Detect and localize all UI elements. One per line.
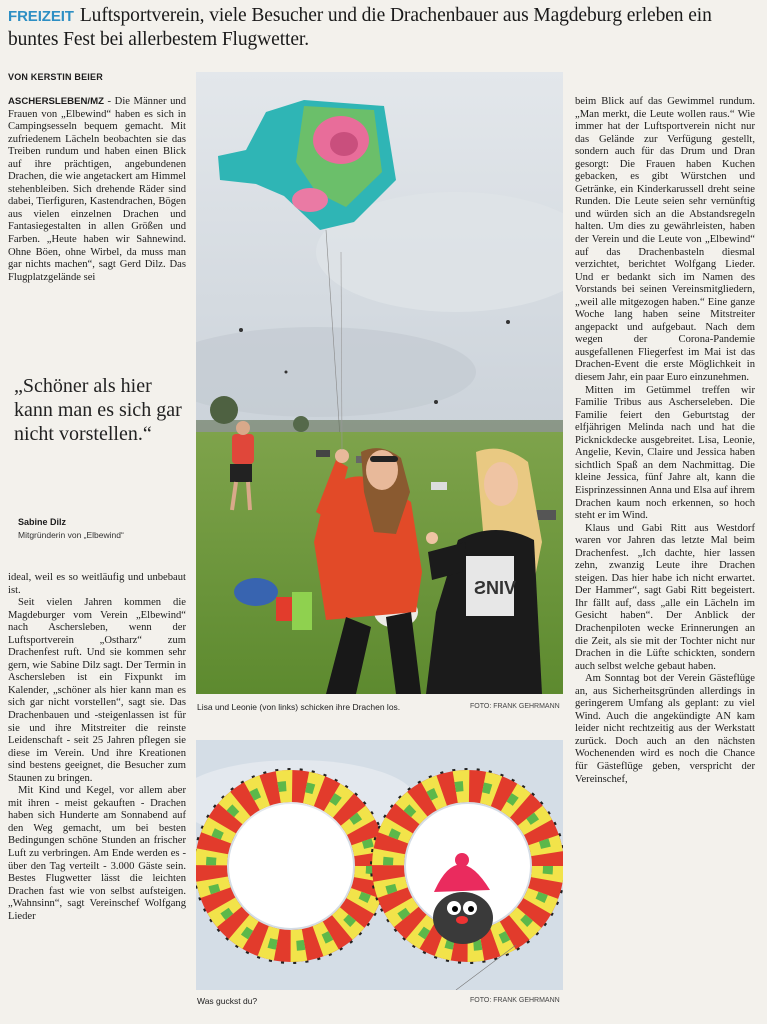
- paragraph-intro: [8, 96, 186, 284]
- quote-author-role: Mitgründerin von „Elbewind“: [18, 530, 124, 540]
- photo-kite-flyers-illustration: [196, 72, 563, 694]
- column-1-bottom: [8, 572, 186, 923]
- dateline: ASCHERSLEBEN/MZ: [8, 96, 104, 107]
- headline-text: Luftsportverein, viele Besucher und die Drachenbauer aus Magdeburg erleben ein buntes Fest bei allerbestem Flugwetter.: [8, 5, 712, 50]
- photo2-credit: FOTO: FRANK GEHRMANN: [470, 997, 560, 1004]
- photo1-credit: FOTO: FRANK GEHRMANN: [470, 703, 560, 710]
- paragraph: Mitten im Getümmel treffen wir Familie Tribus aus Ascherseleben. Die Familie feiert den Geburtstag der elfjährigen Melinda nach und hat die Picknickdecke ausgebreitet. Lisa, Leonie, Angelie, Kevin, Claire und Jessica haben sichtlich Spaß an dem Nachmittag. Die kleine Jessica, fünf Jahre alt, kann die Eisprinzessinnen Anna und Elsa auf ihrem Drachen kaum noch erkennen, so hoch steht er im Wind.: [575, 384, 755, 522]
- photo-wheel-kites-illustration: [196, 740, 563, 990]
- kicker: FREIZEIT: [8, 8, 74, 25]
- headline: [8, 4, 760, 51]
- photo-kite-flyers: [196, 72, 563, 694]
- paragraph: Seit vielen Jahren kommen die Magdeburger vom Verein „Elbewind“ nach Aschersleben, wenn der Luftsportverein „Ostharz“ zum Drachenfest ruft. Und sie kommen sehr gern, wie Sabine Dilz sagt. Der Termin in Aschersleben ist ein Fixpunkt im Kalender, „schöner als hier kann man es sich gar nicht vorstellen“, sagt sie. Das Drachenbauen und -steigenlassen ist für sie und ihre Mitstreiter die reinste Leidenschaft - seit 25 Jahren pflegen sie diese im Verein. Und ihre Kreationen sind bestens geeignet, die Besucher zum Staunen zu bringen.: [8, 597, 186, 784]
- author-byline: VON KERSTIN BEIER: [8, 72, 103, 82]
- photo2-caption: Was guckst du?: [197, 996, 258, 1006]
- paragraph: Mit Kind und Kegel, vor allem aber mit ihren - meist gekauften - Drachen haben sich Hunderte am Sonnabend auf den Weg gemacht, um bei besten Bedingungen schöne Stunden an frischer Luft zu verbringen. Am Ende werden es - über den Tag verteilt - 3.000 Gäste sein. Bestes Flugwetter lässt die leichten Drachen fast wie von selbst aufsteigen. „Wahnsinn“, sagt Vereinschef Wolfgang Lieder: [8, 785, 186, 922]
- quote-author: Sabine Dilz: [18, 517, 67, 527]
- paragraph: Am Sonntag bot der Verein Gästeflüge an, aus Sicherheitsgründen allerdings in geringerem Umfang als geplant: zu viel Wind. Auch die angekündigte AN kam leider nicht rechtzeitig aus der Werkstatt zurück. Doch auch an den nächsten Wochenenden wird es noch die Chance für Gästeflüge geben, verspricht der Vereinschef,: [575, 673, 755, 785]
- intro-text: - Die Männer und Frauen von „Elbewind“ haben es sich in Campingsesseln bequem gemacht. Mit zufriedenem Lächeln beobachten sie das Treiben rundum und haben einen Blick auf ihre prächtigen, angebundenen Drachen, die wie angetackert am Himmel stehenbleiben. Sich drehende Räder sind dabei, Tierfiguren, Kastendrachen, Bögen aus vielen einzelnen Drachen und Fantasiegestalten in allen Größen und Farben. „Heute haben wir Sahnewind. Ohne Böen, ohne Wirbel, da muss man gar nichts machen“, sagt Gerd Dilz. Das Flugplatzgelände sei: [8, 96, 186, 283]
- paragraph: ideal, weil es so weitläufig und unbebaut ist.: [8, 572, 186, 596]
- shirt-print: ƧNIV: [474, 578, 517, 598]
- column-3: [575, 96, 755, 786]
- photo-wheel-kites: [196, 740, 563, 990]
- pull-quote: „Schöner als hier kann man es sich gar nicht vorstellen.“: [14, 375, 182, 445]
- paragraph: Klaus und Gabi Ritt aus Westdorf waren vor Jahren das letzte Mal beim Drachenfest. „Ich dachte, hier lassen zehn, zwanzig Leute ihre Drachen steigen. Das hier habe ich nicht erwartet. Der Hammer“, sagt Gabi Ritt begeistert. Ihr fällt auf, dass „alle ein Lächeln im Gesicht haben“. Der Anblick der Drachenpiloten wecke Erinnerungen an die Zeit, als sie mit der Tochter nicht nur Drachen in die Lüfte schickten, sondern auch selbst welche gebaut haben.: [575, 522, 755, 672]
- paragraph: beim Blick auf das Gewimmel rundum. „Man merkt, die Leute wollen raus.“ Wie immer hat der Luftsportverein nicht nur das Gelände zur Verfügung gestellt, sondern auch für das Drum und Dran gesorgt: Die Frauen haben Kuchen gebacken, es gibt Würstchen und Getränke, ein Kinderkarussell dreht seine Runden. Die Leute seien sehr vernünftig und würden sich an die Abstandsregeln halten. Um dies zu gewährleisten, haben der Verein und die Leute von „Elbewind“ auf das Drachenbasteln diesmal verzichtet, berichtet Wolfgang Lieder. Und er bedankt sich im Namen des Vorstands bei seinen Vereinsmitgliedern, „weil alle mitgezogen haben.“ Eine ganze Woche lang haben seine Mitstreiter angepackt und aufgebaut. Nach dem wegen der Corona-Pandemie ausgefallenen Fliegerfest im Mai ist das Drachen-Event die erste Möglichkeit in diesem Jahr, ein paar Euro einzunehmen.: [575, 96, 755, 384]
- photo1-caption: Lisa und Leonie (von links) schicken ihre Drachen los.: [197, 702, 401, 712]
- column-1-top: [8, 96, 186, 284]
